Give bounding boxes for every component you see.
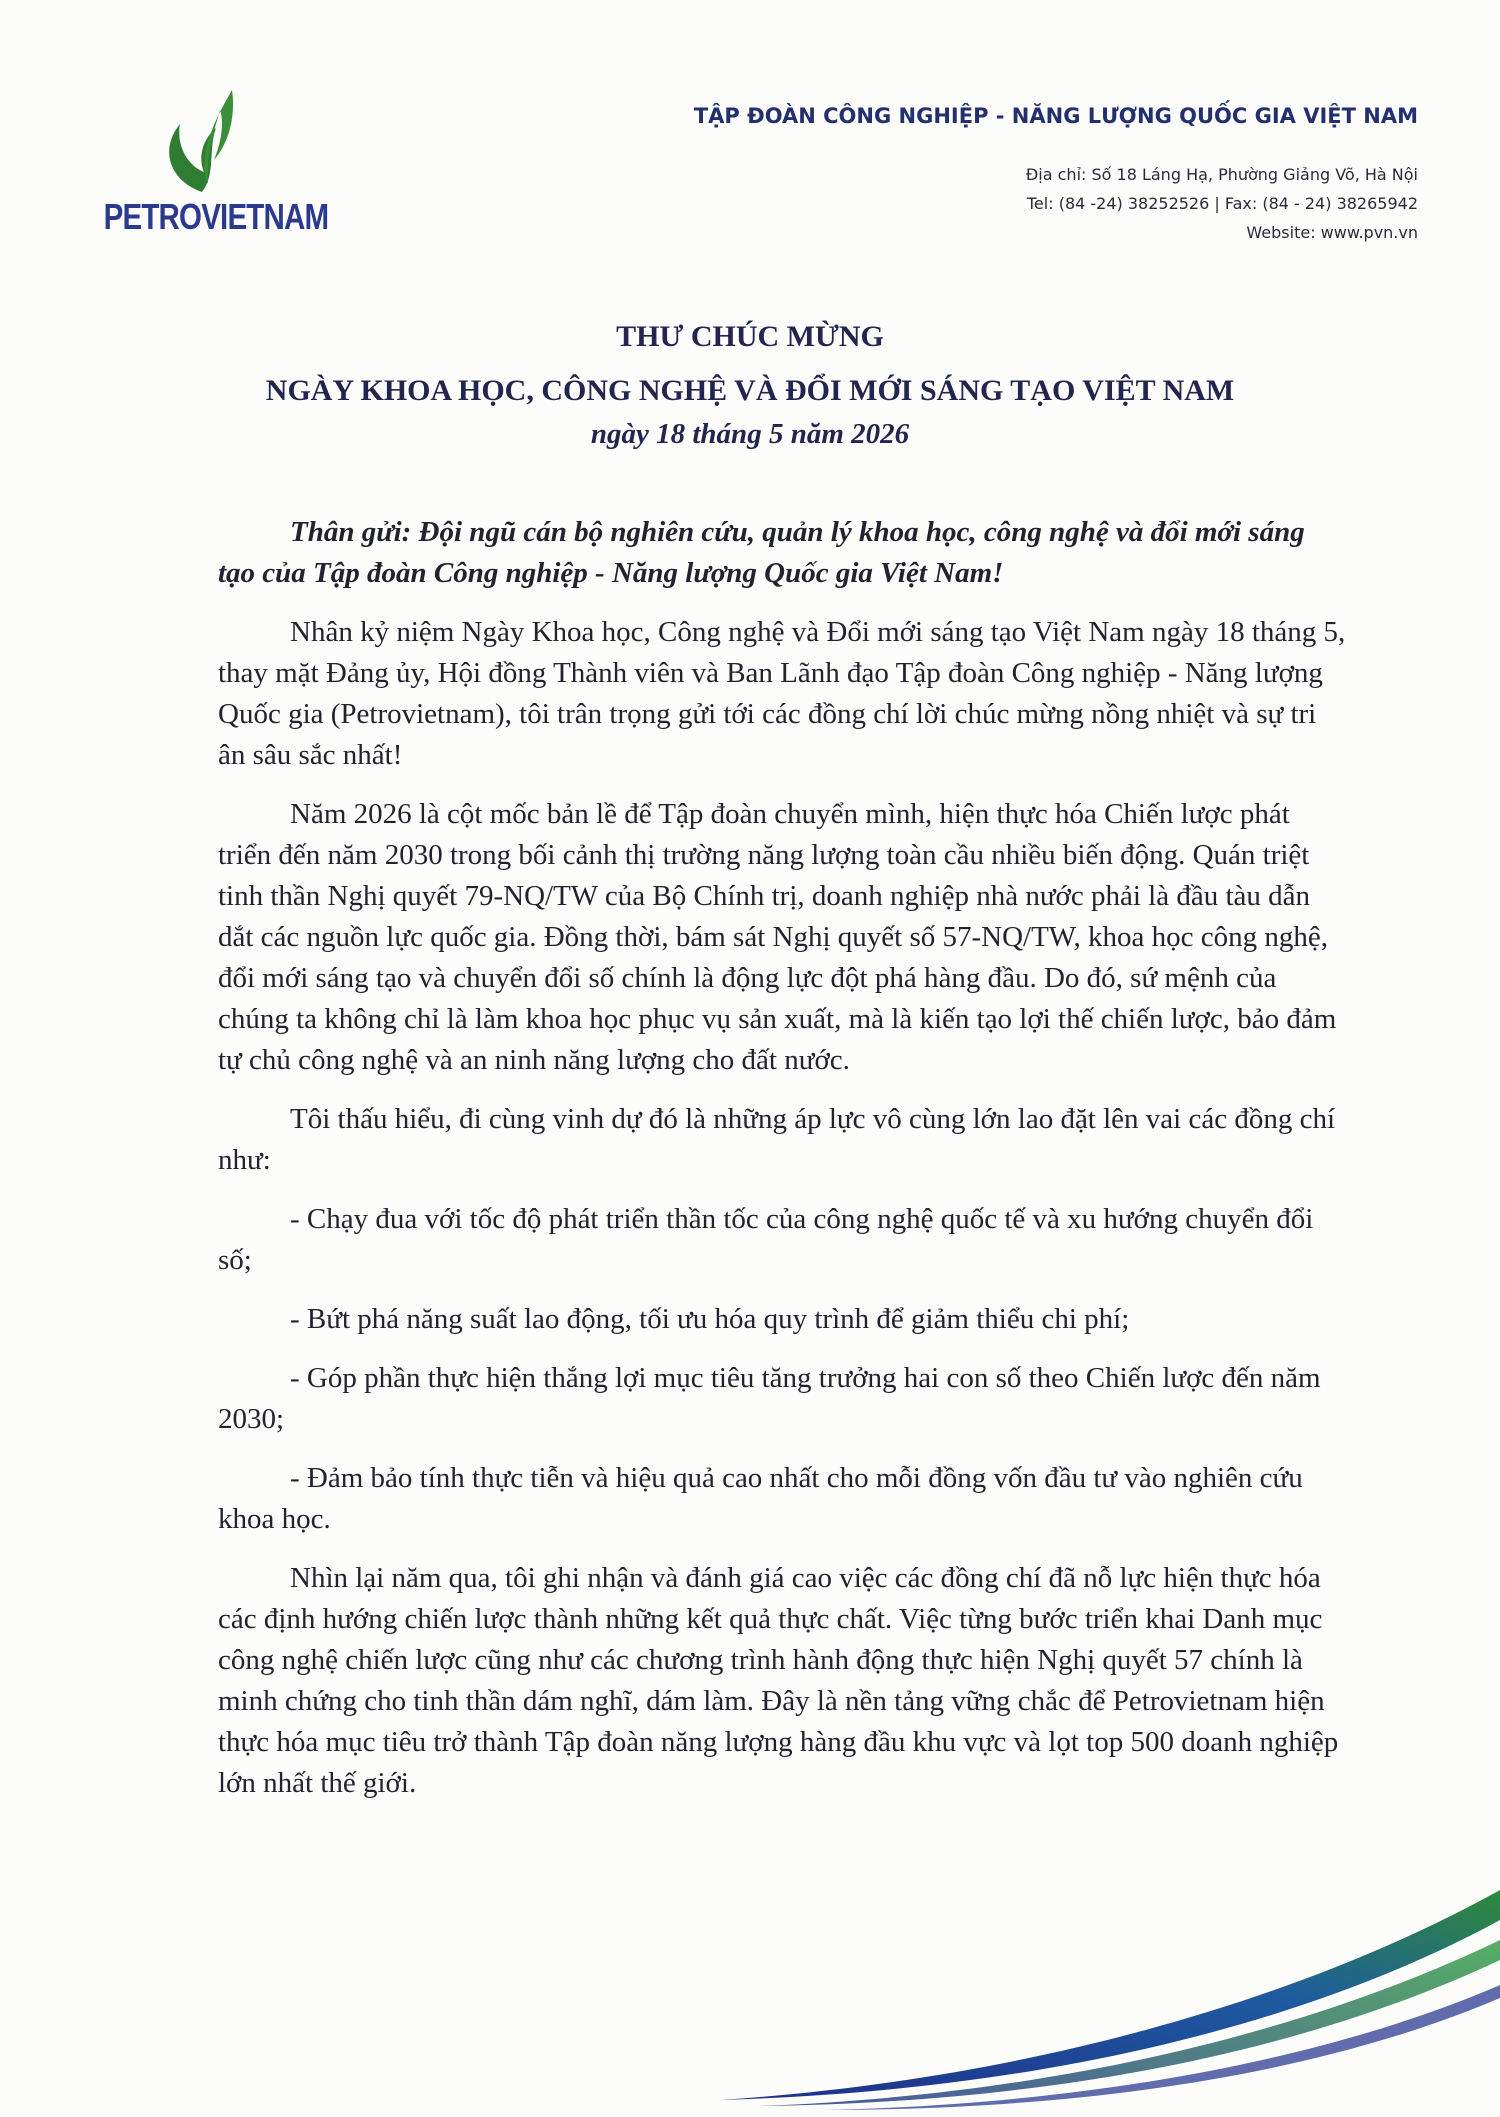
salutation: Thân gửi: Đội ngũ cán bộ nghiên cứu, quản lý khoa học, công nghệ và đổi mới sáng tạo của Tập đoàn Công nghiệp - Năng lượng Quốc gia Việt Nam! xyxy=(218,516,1305,589)
letter-date: ngày 18 tháng 5 năm 2026 xyxy=(590,418,910,450)
flame-leaf-icon xyxy=(158,88,248,198)
paragraph: Năm 2026 là cột mốc bản lề để Tập đoàn chuyển mình, hiện thực hóa Chiến lược phát triển đến năm 2030 trong bối cảnh thị trường năng lượng toàn cầu nhiều biến động. Quán triệt tinh thần Nghị quyết 79-NQ/TW của Bộ Chính trị, doanh nghiệp nhà nước phải là đầu tàu dẫn dắt các nguồn lực quốc gia. Đồng thời, bám sát Nghị quyết số 57-NQ/TW, khoa học công nghệ, đổi mới sáng tạo và chuyển đổi số chính là động lực đột phá hàng đầu. Do đó, sứ mệnh của chúng ta không chỉ là làm khoa học phục vụ sản xuất, mà là kiến tạo lợi thế chiến lược, bảo đảm tự chủ công nghệ và an ninh năng lượng cho đất nước. xyxy=(218,798,1337,1076)
phone-fax-line: Tel: (84 -24) 38252526 | Fax: (84 - 24) 38265942 xyxy=(1026,194,1418,213)
bullet-item: - Góp phần thực hiện thắng lợi mục tiêu tăng trưởng hai con số theo Chiến lược đến năm 2030; xyxy=(218,1362,1321,1435)
decorative-swoosh xyxy=(0,1760,1500,2117)
logo-wordmark: PETROVIETNAM xyxy=(103,196,329,237)
letter-subtitle: NGÀY KHOA HỌC, CÔNG NGHỆ VÀ ĐỔI MỚI SÁNG TẠO VIỆT NAM xyxy=(265,374,1235,407)
letter-title: THƯ CHÚC MỪNG xyxy=(616,320,884,353)
paragraph: Tôi thấu hiểu, đi cùng vinh dự đó là những áp lực vô cùng lớn lao đặt lên vai các đồng chí như: xyxy=(218,1103,1336,1176)
website-line: Website: www.pvn.vn xyxy=(1246,223,1418,242)
paragraph: Nhân kỷ niệm Ngày Khoa học, Công nghệ và Đổi mới sáng tạo Việt Nam ngày 18 tháng 5, thay mặt Đảng ủy, Hội đồng Thành viên và Ban Lãnh đạo Tập đoàn Công nghiệp - Năng lượng Quốc gia (Petrovietnam), tôi trân trọng gửi tới các đồng chí lời chúc mừng nồng nhiệt và sự tri ân sâu sắc nhất! xyxy=(218,616,1346,771)
bullet-item: - Bứt phá năng suất lao động, tối ưu hóa quy trình để giảm thiểu chi phí; xyxy=(290,1303,1130,1335)
letter-body xyxy=(218,512,1346,1822)
closing-paragraph: Nhìn lại năm qua, tôi ghi nhận và đánh giá cao việc các đồng chí đã nỗ lực hiện thực hóa các định hướng chiến lược thành những kết quả thực chất. Việc từng bước triển khai Danh mục công nghệ chiến lược cũng như các chương trình hành động thực hiện Nghị quyết 57 chính là minh chứng cho tinh thần dám nghĩ, dám làm. Đây là nền tảng vững chắc để Petrovietnam hiện thực hóa mục tiêu trở thành Tập đoàn năng lượng hàng đầu khu vực và lọt top 500 doanh nghiệp lớn nhất thế giới. xyxy=(218,1562,1339,1799)
address-line: Địa chỉ: Số 18 Láng Hạ, Phường Giảng Võ, Hà Nội xyxy=(1025,165,1418,184)
letter-title-block xyxy=(0,320,1500,451)
bullet-item: - Đảm bảo tính thực tiễn và hiệu quả cao nhất cho mỗi đồng vốn đầu tư vào nghiên cứu khoa học. xyxy=(218,1462,1303,1535)
petrovietnam-logo xyxy=(82,84,329,244)
company-name: TẬP ĐOÀN CÔNG NGHIỆP - NĂNG LƯỢNG QUỐC GIA VIỆT NAM xyxy=(693,104,1418,128)
bullet-item: - Chạy đua với tốc độ phát triển thần tốc của công nghệ quốc tế và xu hướng chuyển đổi số; xyxy=(218,1203,1314,1276)
contact-block xyxy=(1026,160,1418,247)
